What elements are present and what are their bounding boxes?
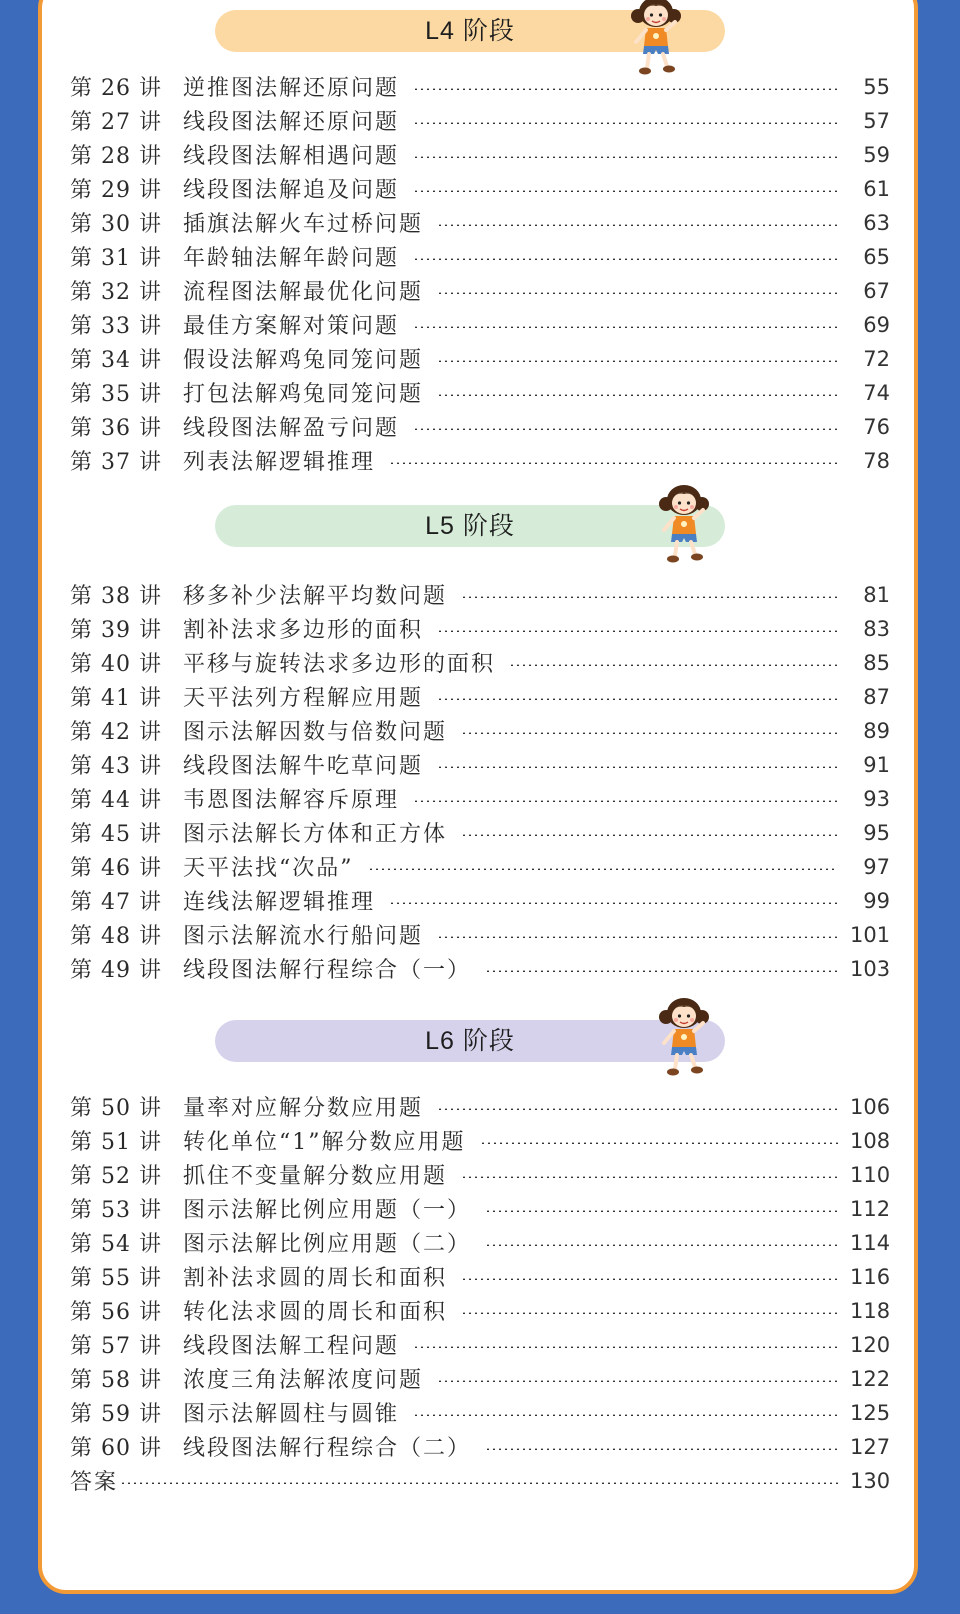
page-number: 103	[850, 956, 891, 981]
dot-leader	[461, 596, 838, 598]
lecture-number: 第 55 讲	[70, 1266, 162, 1291]
dot-leader	[485, 1244, 838, 1246]
lecture-number: 第 47 讲	[70, 890, 162, 915]
toc-entry[interactable]	[70, 239, 890, 274]
lecture-number: 第 30 讲	[70, 212, 162, 237]
lecture-title: 插旗法解火车过桥问题	[183, 212, 424, 237]
lecture-title: 线段图法解行程综合（一）	[183, 958, 472, 983]
page-number: 101	[850, 922, 891, 947]
dot-leader	[437, 292, 838, 294]
lecture-number: 第 56 讲	[70, 1300, 162, 1325]
toc-entry[interactable]	[70, 1089, 890, 1124]
toc-entry[interactable]	[70, 1395, 890, 1430]
toc-entry[interactable]	[70, 645, 890, 680]
toc-entry[interactable]	[70, 611, 890, 646]
lecture-title: 图示法解流水行船问题	[183, 924, 424, 949]
toc-entry[interactable]	[70, 307, 890, 342]
toc-entry[interactable]	[70, 815, 890, 850]
page-number: 72	[863, 346, 890, 371]
lecture-number: 第 36 讲	[70, 416, 162, 441]
lecture-number: 第 49 讲	[70, 958, 162, 983]
page-number: 61	[863, 176, 890, 201]
lecture-number: 第 28 讲	[70, 144, 162, 169]
section-banner: L4 阶段	[215, 10, 725, 52]
toc-entry[interactable]	[70, 1157, 890, 1192]
toc-entry[interactable]	[70, 409, 890, 444]
lecture-title: 流程图法解最优化问题	[183, 280, 424, 305]
page-number: 118	[850, 1298, 891, 1323]
lecture-number: 第 33 讲	[70, 314, 162, 339]
dot-leader	[437, 394, 838, 396]
dot-leader	[461, 1176, 838, 1178]
lecture-number: 第 32 讲	[70, 280, 162, 305]
dot-leader	[413, 88, 838, 90]
lecture-title: 线段图法解行程综合（二）	[183, 1436, 472, 1461]
dot-leader	[461, 834, 838, 836]
lecture-number: 第 27 讲	[70, 110, 162, 135]
page-number: 127	[850, 1434, 891, 1459]
page-number: 67	[863, 278, 890, 303]
dot-leader	[413, 190, 838, 192]
lecture-number: 第 48 讲	[70, 924, 162, 949]
page-number: 63	[863, 210, 890, 235]
toc-entry[interactable]	[70, 1225, 890, 1260]
page-number: 59	[863, 142, 890, 167]
lecture-title: 图示法解比例应用题（一）	[183, 1198, 472, 1223]
page-number: 120	[850, 1332, 891, 1357]
dot-leader	[461, 1312, 838, 1314]
page-number: 95	[863, 820, 890, 845]
lecture-number: 第 39 讲	[70, 618, 162, 643]
lecture-title: 连线法解逻辑推理	[183, 890, 376, 915]
lecture-title: 列表法解逻辑推理	[183, 450, 376, 475]
lecture-number: 第 35 讲	[70, 382, 162, 407]
lecture-title: 移多补少法解平均数问题	[183, 584, 448, 609]
dot-leader	[413, 800, 838, 802]
toc-entry[interactable]	[70, 1123, 890, 1158]
dot-leader	[437, 1108, 838, 1110]
toc-entry[interactable]	[70, 917, 890, 952]
lecture-title: 线段图法解牛吃草问题	[183, 754, 424, 779]
toc-entry[interactable]	[70, 341, 890, 376]
toc-entry[interactable]	[70, 1327, 890, 1362]
page-number: 69	[863, 312, 890, 337]
dot-leader	[413, 156, 838, 158]
lecture-title: 图示法解长方体和正方体	[183, 822, 448, 847]
toc-entry[interactable]	[70, 1429, 890, 1464]
lecture-title: 天平法列方程解应用题	[183, 686, 424, 711]
lecture-number: 第 29 讲	[70, 178, 162, 203]
girl-mascot-icon	[653, 993, 715, 1079]
dot-leader	[485, 1210, 838, 1212]
dot-leader	[437, 698, 838, 700]
lecture-title: 最佳方案解对策问题	[183, 314, 400, 339]
toc-entry[interactable]	[70, 747, 890, 782]
lecture-title: 割补法求多边形的面积	[183, 618, 424, 643]
page-number: 85	[863, 650, 890, 675]
lecture-title: 平移与旋转法求多边形的面积	[183, 652, 496, 677]
lecture-number: 第 34 讲	[70, 348, 162, 373]
dot-leader	[389, 462, 838, 464]
lecture-title: 割补法求圆的周长和面积	[183, 1266, 448, 1291]
lecture-title: 抓住不变量解分数应用题	[183, 1164, 448, 1189]
lecture-number: 第 45 讲	[70, 822, 162, 847]
page-number: 65	[863, 244, 890, 269]
lecture-number: 第 51 讲	[70, 1130, 162, 1155]
lecture-title: 韦恩图法解容斥原理	[183, 788, 400, 813]
page-number: 97	[863, 854, 890, 879]
lecture-number: 第 59 讲	[70, 1402, 162, 1427]
lecture-title: 逆推图法解还原问题	[183, 76, 400, 101]
page-number: 81	[863, 582, 890, 607]
dot-leader	[485, 970, 838, 972]
lecture-title: 图示法解比例应用题（二）	[183, 1232, 472, 1257]
page-number: 108	[850, 1128, 891, 1153]
toc-entry[interactable]	[70, 69, 890, 104]
lecture-number: 第 50 讲	[70, 1096, 162, 1121]
page-number: 93	[863, 786, 890, 811]
dot-leader	[389, 902, 838, 904]
dot-leader	[437, 936, 838, 938]
lecture-title: 天平法找“次品”	[183, 856, 354, 881]
page-number: 116	[850, 1264, 891, 1289]
dot-leader	[413, 122, 838, 124]
section-banner: L5 阶段	[215, 505, 725, 547]
section-banner: L6 阶段	[215, 1020, 725, 1062]
dot-leader	[413, 1414, 838, 1416]
dot-leader	[413, 1346, 838, 1348]
answers-label: 答案	[70, 1470, 119, 1495]
dot-leader	[485, 1448, 838, 1450]
lecture-number: 第 54 讲	[70, 1232, 162, 1257]
dot-leader	[437, 224, 838, 226]
page-number: 78	[863, 448, 890, 473]
lecture-number: 第 58 讲	[70, 1368, 162, 1393]
toc-entry[interactable]	[70, 443, 890, 478]
lecture-title: 量率对应解分数应用题	[183, 1096, 424, 1121]
page-number: 122	[850, 1366, 891, 1391]
lecture-number: 第 41 讲	[70, 686, 162, 711]
lecture-number: 第 44 讲	[70, 788, 162, 813]
toc-entry[interactable]	[70, 1191, 890, 1226]
dot-leader	[437, 360, 838, 362]
toc-entry[interactable]	[70, 1259, 890, 1294]
toc-entry[interactable]	[70, 273, 890, 308]
page-number: 76	[863, 414, 890, 439]
toc-entry[interactable]	[70, 849, 890, 884]
toc-entry[interactable]	[70, 1361, 890, 1396]
toc-entry[interactable]	[70, 375, 890, 410]
lecture-number: 第 38 讲	[70, 584, 162, 609]
dot-leader	[437, 1380, 838, 1382]
page-number: 74	[863, 380, 890, 405]
page-number: 83	[863, 616, 890, 641]
lecture-number: 第 60 讲	[70, 1436, 162, 1461]
lecture-title: 线段图法解还原问题	[183, 110, 400, 135]
dot-leader	[437, 766, 838, 768]
lecture-title: 年龄轴法解年龄问题	[183, 246, 400, 271]
toc-entry[interactable]	[70, 1293, 890, 1328]
dot-leader	[413, 258, 838, 260]
lecture-number: 第 31 讲	[70, 246, 162, 271]
page-number: 125	[850, 1400, 891, 1425]
toc-entry[interactable]	[70, 883, 890, 918]
page-number: 55	[863, 74, 890, 99]
page-number: 57	[863, 108, 890, 133]
page-number: 110	[850, 1162, 891, 1187]
lecture-number: 第 52 讲	[70, 1164, 162, 1189]
lecture-number: 第 37 讲	[70, 450, 162, 475]
dot-leader	[413, 428, 838, 430]
lecture-title: 假设法解鸡兔同笼问题	[183, 348, 424, 373]
dot-leader	[461, 732, 838, 734]
toc-entry[interactable]	[70, 577, 890, 612]
lecture-title: 打包法解鸡兔同笼问题	[183, 382, 424, 407]
lecture-title: 转化单位“1”解分数应用题	[183, 1130, 466, 1155]
lecture-title: 浓度三角法解浓度问题	[183, 1368, 424, 1393]
page-number: 91	[863, 752, 890, 777]
dot-leader	[437, 630, 838, 632]
lecture-number: 第 42 讲	[70, 720, 162, 745]
lecture-number: 第 26 讲	[70, 76, 162, 101]
page-number: 87	[863, 684, 890, 709]
page-number: 89	[863, 718, 890, 743]
dot-leader	[509, 664, 838, 666]
girl-mascot-icon	[625, 0, 687, 78]
dot-leader	[368, 868, 839, 870]
lecture-title: 线段图法解相遇问题	[183, 144, 400, 169]
lecture-title: 线段图法解工程问题	[183, 1334, 400, 1359]
lecture-number: 第 40 讲	[70, 652, 162, 677]
toc-entry[interactable]	[70, 171, 890, 206]
page-number: 99	[863, 888, 890, 913]
dot-leader	[120, 1482, 838, 1484]
dot-leader	[413, 326, 838, 328]
lecture-title: 图示法解因数与倍数问题	[183, 720, 448, 745]
lecture-number: 第 46 讲	[70, 856, 162, 881]
page-number: 114	[850, 1230, 891, 1255]
lecture-title: 线段图法解追及问题	[183, 178, 400, 203]
lecture-title: 转化法求圆的周长和面积	[183, 1300, 448, 1325]
toc-entry-answers[interactable]	[70, 1463, 890, 1498]
lecture-number: 第 43 讲	[70, 754, 162, 779]
toc-entry[interactable]	[70, 137, 890, 172]
toc-entry[interactable]	[70, 103, 890, 138]
toc-entry[interactable]	[70, 951, 890, 986]
toc-entry[interactable]	[70, 679, 890, 714]
dot-leader	[480, 1142, 839, 1144]
lecture-title: 线段图法解盈亏问题	[183, 416, 400, 441]
girl-mascot-icon	[653, 480, 715, 566]
lecture-title: 图示法解圆柱与圆锥	[183, 1402, 400, 1427]
toc-entry[interactable]	[70, 205, 890, 240]
page-number: 130	[850, 1468, 891, 1493]
page-number: 106	[850, 1094, 891, 1119]
lecture-number: 第 53 讲	[70, 1198, 162, 1223]
toc-entry[interactable]	[70, 781, 890, 816]
lecture-number: 第 57 讲	[70, 1334, 162, 1359]
page-number: 112	[850, 1196, 891, 1221]
dot-leader	[461, 1278, 838, 1280]
toc-entry[interactable]	[70, 713, 890, 748]
